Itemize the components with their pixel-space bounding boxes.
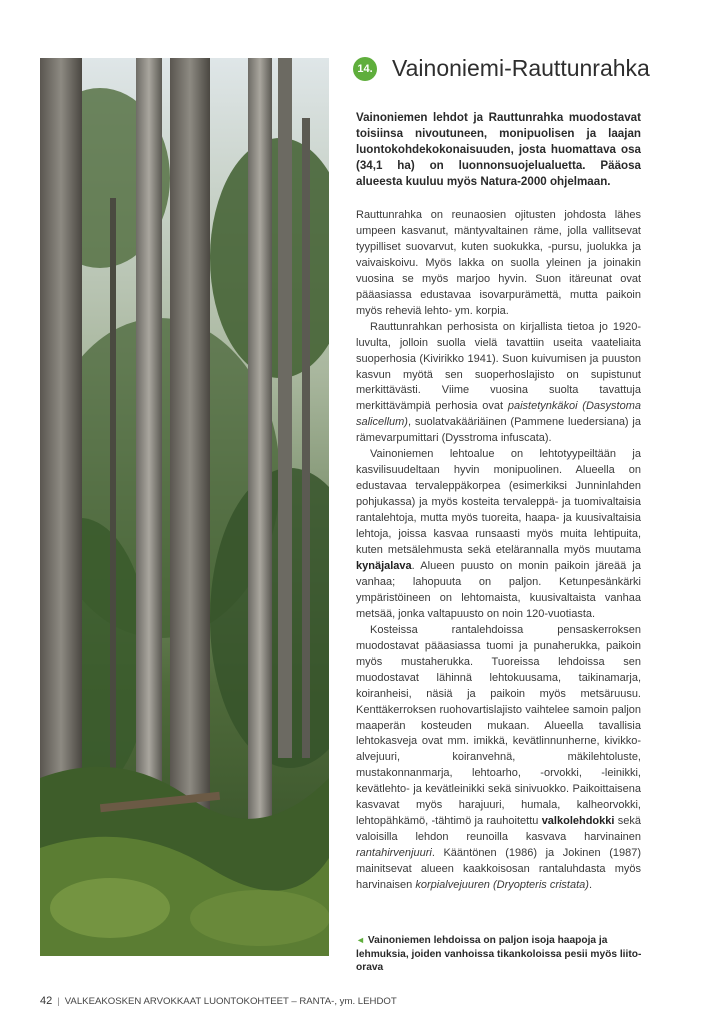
text-run: Vainoniemen lehtoalue on lehtotyypeiltään ja kasvilisuudeltaan hyvin monipuolinen. Alueella on edustavaa tervaleppäkorpea (esimerkiksi Junninlahden pohjukassa) ja myös kosteita tervaleppä- ja tuomivaltaisia rantalehtoja, mutta myös tuoreita, haapa- ja kuusivaltaisia lehtoja, joissa kasvaa runsaasti myös muita lehtipuita, kuten metsälehmusta sekä etelärannalla myös muutama <box>356 448 641 557</box>
body-paragraph <box>356 447 641 622</box>
photo-caption <box>356 934 648 975</box>
body-text <box>356 208 641 894</box>
text-run: kynäjalava <box>356 559 412 572</box>
page-number: 42 <box>40 995 53 1007</box>
text-run: paistetynkäkoi (Dasystoma salicellum) <box>356 400 641 429</box>
page-footer <box>40 995 640 1007</box>
body-paragraph <box>356 623 641 894</box>
footer-text: VALKEAKOSKEN ARVOKKAAT LUONTOKOHTEET – RANTA-, ym. LEHDOT <box>64 996 397 1007</box>
forest-photo <box>40 58 329 956</box>
text-run: korpialvejuuren (Dryopteris cristata) <box>415 879 589 892</box>
text-run: valkolehdokki <box>541 815 615 828</box>
body-paragraph <box>356 208 641 320</box>
page-title: Vainoniemi-Rauttunrahka <box>392 55 650 81</box>
forest-photo-graphic <box>40 58 329 956</box>
text-run: . Alueen puusto on monin paikoin järeää ja vanhaa; lahopuuta on paljon. Ketunpesänkärki ympäristöineen on lehtomaista, kuusivaltaista vanhaa metsää, jonka valtapuusto on noin 120-vuotiasta. <box>356 559 641 620</box>
text-run: . Kääntönen (1986) ja Jokinen (1987) mainitsevat alueen kaakkoisosan rantaluhdasta myös harvinaisen <box>356 847 641 892</box>
text-run: rantahirvenjuuri <box>356 847 432 860</box>
lead-paragraph: Vainoniemen lehdot ja Rauttunrahka muodostavat toisiinsa nivoutuneen, monipuolisen ja laajan luontokohdekokonaisuuden, josta huomattava osa (34,1 ha) on luonnonsuojelualuetta. Pääosa alueesta kuuluu myös Natura-2000 ohjelmaan. <box>356 111 641 188</box>
caption-pointer-icon: ◄ <box>356 935 365 945</box>
text-run: sekä valoisilla lehdon reunoilla kasvava harvinainen <box>356 815 641 844</box>
text-run: Rauttunrahka on reunaosien ojitusten johdosta lähes umpeen kasvanut, mäntyvaltainen räme, jolla vallitsevat tyypilliset suovarvut, kuten suokukka, -pursu, juolukka ja vaivaiskoivu. Myös lakka on suolla yleinen ja joinakin vuosina se myös marjoo hyvin. Suon itäreunat ovat pääasiassa edustavaa isovarpurämettä, mutta paikoin myös reheviä lehto- ym. korpia. <box>356 209 641 317</box>
section-number-badge: 14. <box>353 57 377 81</box>
text-run: Rauttunrahkan perhosista on kirjallista tietoa jo 1920-luvulta, jolloin suolla vielä tavattiin useita vaateliaita suoperhosia (Kivirikko 1941). Suon kuivumisen ja puuston kasvun myötä sen suoperhoslajisto on supistunut merkittävästi. Viime vuosina suolta tavattuja merkittävämpiä perhosia ovat <box>356 320 641 413</box>
text-run: Kosteissa rantalehdoissa pensaskerroksen muodostavat pääasiassa tuomi ja punaherukka, paikoin myös mustaherukka. Tuoreissa lehdoissa sen muodostavat lähinnä lehtokuusama, taikinamarja, koiranheisi, näsiä ja paikoin myös metsäruusu. Kenttäkerroksen ruohovartislajisto vaihtelee samoin paljon maaperän kosteuden mukaan. Alueella tavallisia lehtokasveja ovat mm. imikkä, kevätlinnunherne, kivikko- alvejuuri, koiranvehnä, mäkilehtolustе, mustakonnanmarja, lehtoarho, -orvokki, -leinikki, kevätlehto- ja kevätleinikki sekä sinivuokko. Paikoittaisena kasvavat myös harajuuri, humala, kalheorvokki, lehtopähkämö, -tähtimö ja rauhoitettu <box>356 623 641 828</box>
body-paragraph <box>356 320 641 448</box>
text-run: . <box>588 879 593 892</box>
footer-separator: | <box>57 996 60 1007</box>
text-run: , suolatvakääriäinen (Pammene luedersiana) ja rämevarpumittari (Dysstroma infuscata). <box>356 416 641 445</box>
caption-text: Vainoniemen lehdoissa on paljon isoja haapoja ja lehmuksia, joiden vanhoissa tikankoloissa pesii myös liito-orava <box>356 935 642 973</box>
